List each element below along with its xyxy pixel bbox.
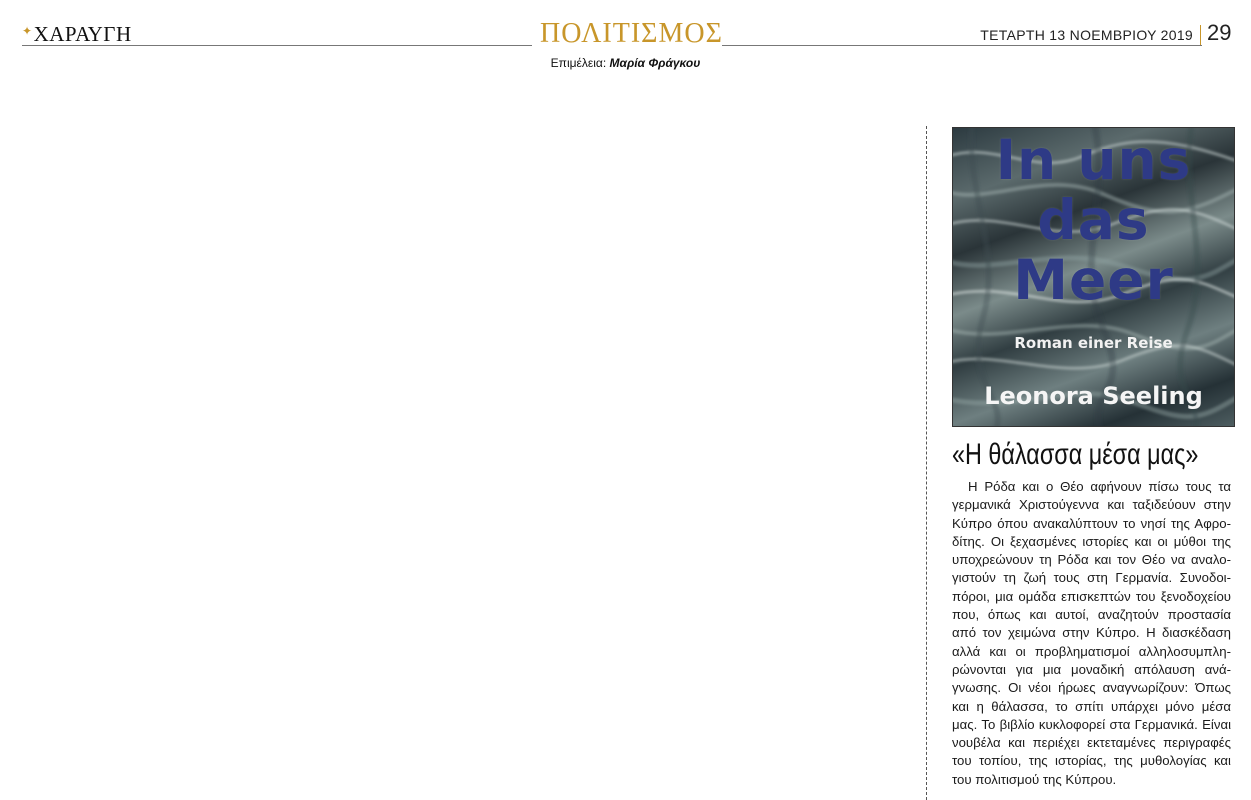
newspaper-name (22, 22, 132, 47)
cover-title (953, 130, 1234, 310)
page-number-divider (1200, 25, 1201, 45)
cover-title-line-3: Meer (1013, 248, 1174, 312)
section-title: ΠΟΛΙΤΙΣΜΟΣ (540, 18, 723, 49)
column-divider (926, 126, 927, 800)
cover-author: Leonora Seeling (984, 382, 1203, 410)
sun-icon: ✦ (22, 24, 33, 38)
article-headline: «Η θάλασσα μέσα μας» (952, 438, 1199, 471)
page-number: 29 (1207, 20, 1232, 45)
editor-label: Επιμέλεια: (550, 56, 607, 70)
cover-subtitle: Roman einer Reise (1014, 334, 1173, 352)
article-body: Η Ρόδα και ο Θέο αφήνουν πίσω τους τα γερμανικά Χριστούγεννα και ταξιδεύουν στην Κύπρο όπου ανακαλύπτουν το νησί της Αφροδίτης. Οι ξεχασμένες ιστορίες και οι μύθοι της υποχρεώνουν τη Ρόδα και τον Θέο να αναλογιστούν τη ζωή τους στη Γερμανία. Συνοδοιπόροι, μια ομάδα επισκεπτών του ξενοδοχείου που, όπως και αυτοί, αναζητούν προστασία από τον χειμώνα στην Κύπρο. Η διασκέδαση αλλά και οι προβληματισμοί αλληλοσυμπληρώνονται για μια μοναδική απόλαυση ανάγνωσης. Οι νέοι ήρωες αναγνωρίζουν: Όπως και η θάλασσα, το σπίτι υπάρχει μόνο μέσα μας. Το βιβλίο κυκλοφορεί στα Γερμανικά. Είναι νουβέλα και περιέχει εκτεταμένες περιγραφές του τοπίου, της ιστορίας, της μυθολογίας και του πολιτισμού της Κύπρου. (952, 479, 1231, 787)
cover-title-line-1: In uns (995, 128, 1192, 192)
newspaper-name-text: ΧΑΡΑΥΓΗ (33, 22, 132, 46)
issue-date: ΤΕΤΑΡΤΗ 13 ΝΟΕΜΒΡΙΟΥ 2019 (980, 27, 1193, 43)
book-cover-image (952, 127, 1235, 427)
editor-name: Μαρία Φράγκου (609, 56, 701, 70)
header-rule-left (22, 45, 532, 46)
header-rule-right (722, 45, 1202, 46)
editor-credit (0, 56, 1251, 70)
cover-title-line-2: das (1037, 188, 1150, 252)
